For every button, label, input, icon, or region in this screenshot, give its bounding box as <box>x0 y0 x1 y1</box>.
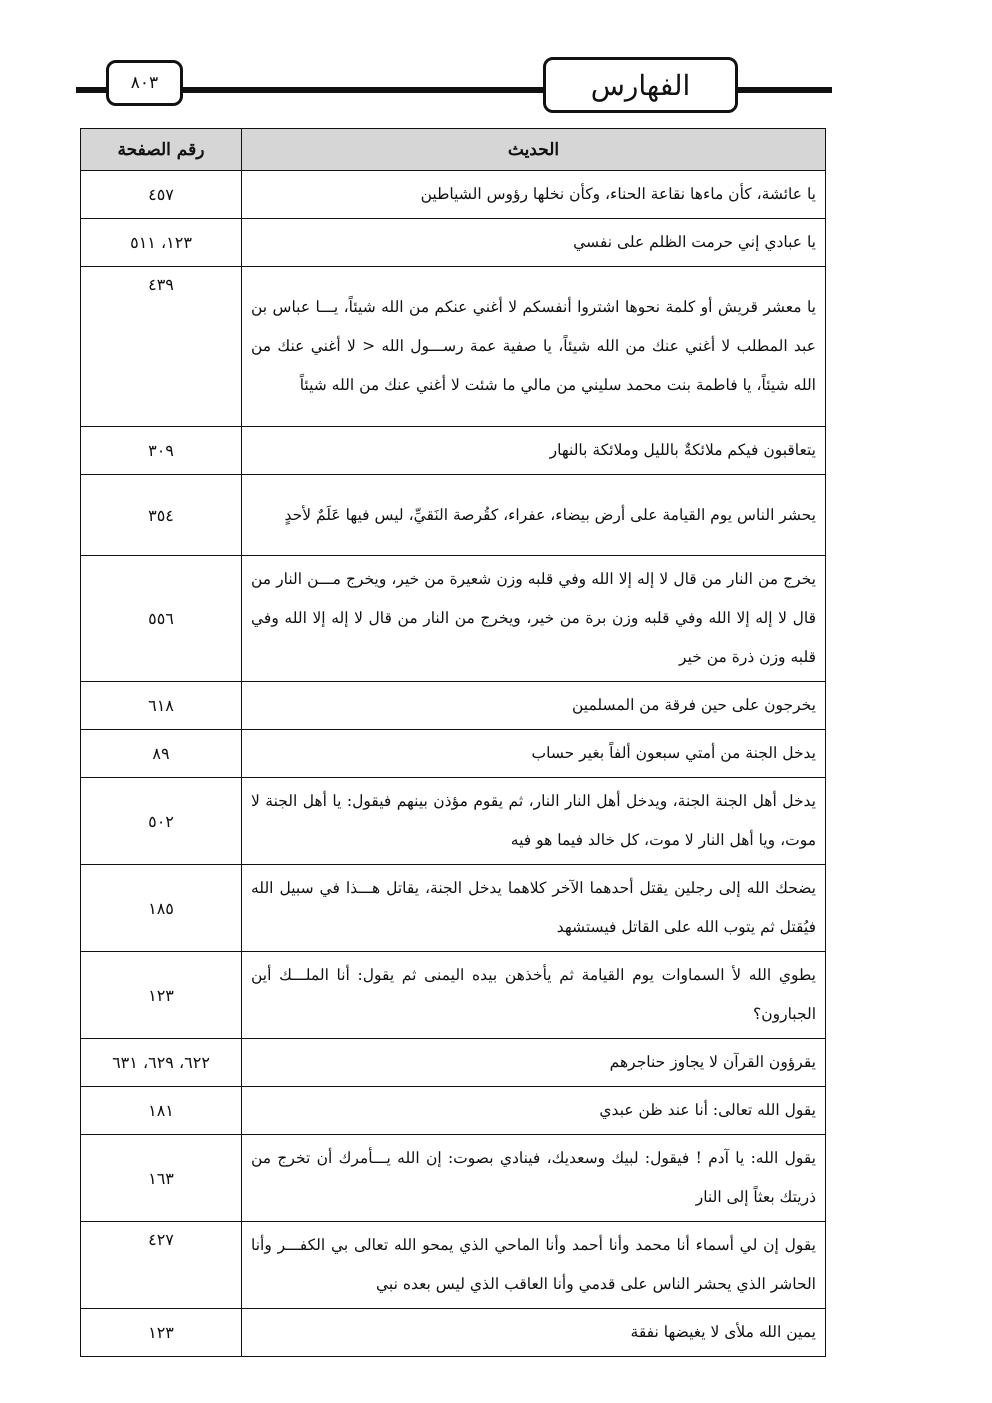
page-header <box>0 0 992 120</box>
hadith-text: يقرؤون القرآن لا يجاوز حناجرهم <box>242 1039 826 1087</box>
table-row <box>81 1222 826 1309</box>
table-row <box>81 267 826 427</box>
page-ref: ٦٢٢، ٦٢٩، ٦٣١ <box>81 1039 242 1087</box>
page-ref: ٥٠٢ <box>81 778 242 865</box>
column-header-page: رقم الصفحة <box>81 129 242 171</box>
table-row <box>81 427 826 475</box>
table-row <box>81 865 826 952</box>
page-ref: ٥٥٦ <box>81 556 242 682</box>
hadith-text: يخرجون على حين فرقة من المسلمين <box>242 682 826 730</box>
page-ref: ٣٠٩ <box>81 427 242 475</box>
hadith-text: يقول الله تعالى: أنا عند ظن عبدي <box>242 1087 826 1135</box>
page-ref: ٨٩ <box>81 730 242 778</box>
table-row <box>81 730 826 778</box>
hadith-text: يطوي الله لأ السماوات يوم القيامة ثم يأخذهن بيده اليمنى ثم يقول: أنا الملـــك أين الجبارون؟ <box>242 952 826 1039</box>
page-number: ٨٠٣ <box>106 60 183 106</box>
hadith-text: يدخل الجنة من أمتي سبعون ألفاً بغير حساب <box>242 730 826 778</box>
hadith-text: يقول الله: يا آدم ! فيقول: لبيك وسعديك، فينادي بصوت: إن الله يـــأمرك أن تخرج من ذريتك بعثاً إلى النار <box>242 1135 826 1222</box>
hadith-text: يتعاقبون فيكم ملائكةٌ بالليل وملائكة بالنهار <box>242 427 826 475</box>
hadith-index-table <box>80 128 826 1357</box>
hadith-text: يدخل أهل الجنة الجنة، ويدخل أهل النار النار، ثم يقوم مؤذن بينهم فيقول: يا أهل الجنة لا موت، ويا أهل النار لا موت، كل خالد فيما هو فيه <box>242 778 826 865</box>
table-row <box>81 556 826 682</box>
table-row <box>81 952 826 1039</box>
page-ref: ١٢٣ <box>81 1309 242 1357</box>
hadith-text: يحشر الناس يوم القيامة على أرض بيضاء، عفراء، كقُرصة النَقيِّ، ليس فيها عَلَمٌ لأحدٍ <box>242 475 826 556</box>
page-ref: ٦١٨ <box>81 682 242 730</box>
table-row <box>81 1039 826 1087</box>
table-row <box>81 171 826 219</box>
table-row <box>81 1135 826 1222</box>
table-row <box>81 778 826 865</box>
hadith-text: يا عبادي إني حرمت الظلم على نفسي <box>242 219 826 267</box>
header-rule-middle <box>183 87 543 93</box>
page-ref: ٤٥٧ <box>81 171 242 219</box>
header-rule-left <box>76 87 106 93</box>
hadith-text: يا عائشة، كأن ماءها نقاعة الحناء، وكأن نخلها رؤوس الشياطين <box>242 171 826 219</box>
hadith-text: يخرج من النار من قال لا إله إلا الله وفي قلبه وزن شعيرة من خير، ويخرج مـــن النار من قال لا إله إلا الله وفي قلبه وزن برة من خير، ويخرج من النار من قال لا إله إلا الله وفي قلبه وزن ذرة من خير <box>242 556 826 682</box>
table-row <box>81 475 826 556</box>
page-ref: ١٦٣ <box>81 1135 242 1222</box>
table-header-row <box>81 129 826 171</box>
page-ref: ١٨١ <box>81 1087 242 1135</box>
page-ref: ٤٢٧ <box>81 1222 242 1309</box>
section-title: الفهارس <box>543 57 738 113</box>
table-row <box>81 219 826 267</box>
header-rule-right <box>738 87 832 93</box>
hadith-text: يا معشر قريش أو كلمة نحوها اشتروا أنفسكم لا أغني عنكم من الله شيئاً، يـــا عباس بن عبد المطلب لا أغني عنك من الله شيئاً، يا صفية عمة رســـول الله < لا أغني عنك من الله شيئاً، يا فاطمة بنت محمد سليني من مالي ما شئت لا أغني عنك من الله شيئاً <box>242 267 826 427</box>
page-ref: ٤٣٩ <box>81 267 242 427</box>
column-header-hadith: الحديث <box>242 129 826 171</box>
page-ref: ٣٥٤ <box>81 475 242 556</box>
table-row <box>81 682 826 730</box>
hadith-text: يقول إن لي أسماء أنا محمد وأنا أحمد وأنا الماحي الذي يمحو الله تعالى بي الكفـــر وأنا الحاشر الذي يحشر الناس على قدمي وأنا العاقب الذي ليس بعده نبي <box>242 1222 826 1309</box>
table-row <box>81 1309 826 1357</box>
hadith-text: يضحك الله إلى رجلين يقتل أحدهما الآخر كلاهما يدخل الجنة، يقاتل هـــذا في سبيل الله فيُقتل ثم يتوب الله على القاتل فيستشهد <box>242 865 826 952</box>
hadith-text: يمين الله ملأى لا يغيضها نفقة <box>242 1309 826 1357</box>
table-row <box>81 1087 826 1135</box>
page-ref: ١٢٣، ٥١١ <box>81 219 242 267</box>
page-ref: ١٢٣ <box>81 952 242 1039</box>
page-ref: ١٨٥ <box>81 865 242 952</box>
